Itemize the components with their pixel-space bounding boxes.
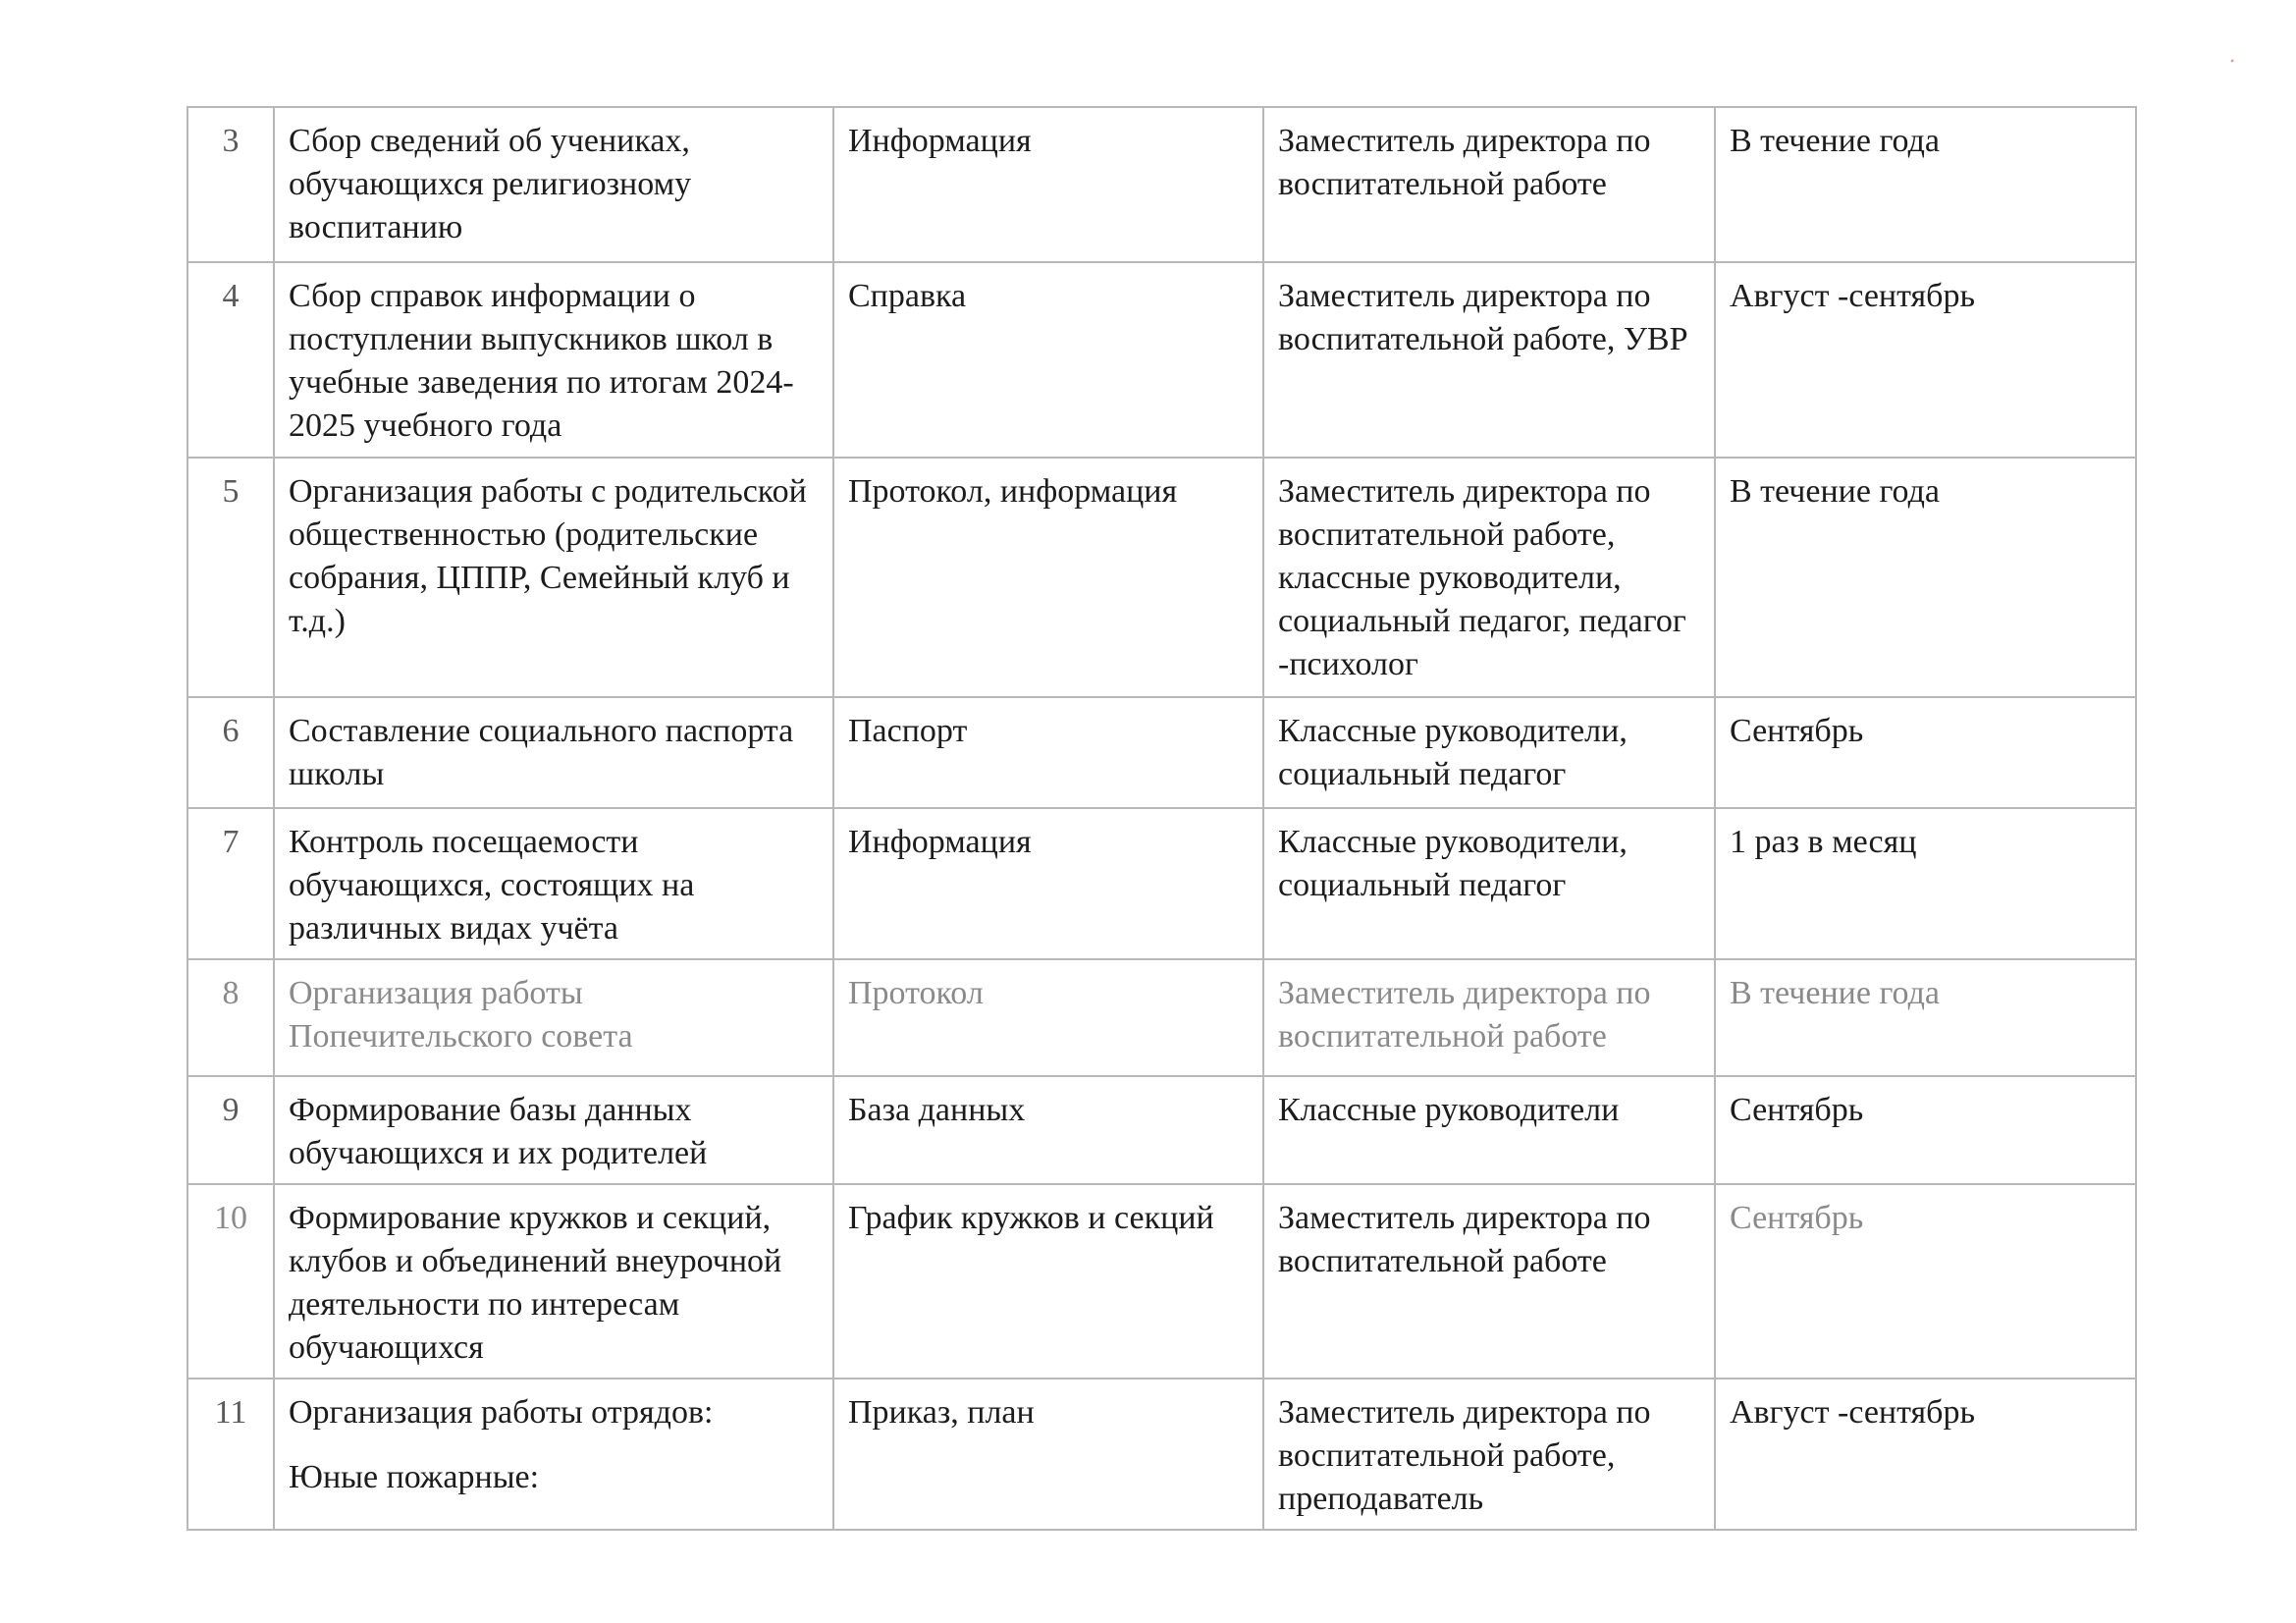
responsible-cell: Заместитель директора по воспитательной работе [1263,107,1715,262]
row-number: 5 [187,458,274,697]
term-cell: Август -сентябрь [1715,262,2136,458]
speck-mark: • [2230,54,2235,68]
event-cell: Организация работы Попечительского совета [274,959,833,1076]
row-number: 4 [187,262,274,458]
responsible-cell: Заместитель директора по воспитательной работе, классные руководители, социальный педагог, педагог -психолог [1263,458,1715,697]
event-text: Организация работы отрядов: [289,1394,714,1431]
form-cell: Протокол, информация [833,458,1263,697]
responsible-cell: Заместитель директора по воспитательной работе [1263,1184,1715,1379]
responsible-cell: Классные руководители, социальный педагог [1263,808,1715,959]
responsible-cell: Заместитель директора по воспитательной работе, УВР [1263,262,1715,458]
form-cell: Протокол [833,959,1263,1076]
table-row [187,1379,2136,1530]
table-row [187,1076,2136,1184]
term-cell: Сентябрь [1715,697,2136,808]
form-cell: База данных [833,1076,1263,1184]
term-cell: В течение года [1715,107,2136,262]
table-row [187,959,2136,1076]
event-cell: Контроль посещаемости обучающихся, состоящих на различных видах учёта [274,808,833,959]
form-cell: График кружков и секций [833,1184,1263,1379]
row-number: 8 [187,959,274,1076]
event-cell [274,1379,833,1530]
row-number: 6 [187,697,274,808]
row-number: 9 [187,1076,274,1184]
event-cell: Сбор справок информации о поступлении выпускников школ в учебные заведения по итогам 2024-2025 учебного года [274,262,833,458]
responsible-cell: Заместитель директора по воспитательной работе, преподаватель [1263,1379,1715,1530]
plan-table [187,106,2137,1531]
term-cell: 1 раз в месяц [1715,808,2136,959]
term-cell: В течение года [1715,458,2136,697]
event-cell: Формирование кружков и секций, клубов и объединений внеурочной деятельности по интересам обучающихся [274,1184,833,1379]
responsible-cell: Классные руководители, социальный педагог [1263,697,1715,808]
row-number: 7 [187,808,274,959]
form-cell: Приказ, план [833,1379,1263,1530]
form-cell: Паспорт [833,697,1263,808]
row-number: 3 [187,107,274,262]
term-cell: Сентябрь [1715,1184,2136,1379]
event-cell: Составление социального паспорта школы [274,697,833,808]
row-number: 11 [187,1379,274,1530]
event-cell: Сбор сведений об учениках, обучающихся религиозному воспитанию [274,107,833,262]
table-row [187,262,2136,458]
responsible-cell: Заместитель директора по воспитательной работе [1263,959,1715,1076]
form-cell: Информация [833,107,1263,262]
table-row [187,697,2136,808]
table-row [187,1184,2136,1379]
row-number: 10 [187,1184,274,1379]
form-cell: Информация [833,808,1263,959]
responsible-cell: Классные руководители [1263,1076,1715,1184]
term-cell: В течение года [1715,959,2136,1076]
event-cell: Организация работы с родительской общественностью (родительские собрания, ЦППР, Семейный клуб и т.д.) [274,458,833,697]
table-row [187,107,2136,262]
term-cell: Август -сентябрь [1715,1379,2136,1530]
term-cell: Сентябрь [1715,1076,2136,1184]
table-row [187,458,2136,697]
event-subtext: Юные пожарные: [289,1459,540,1495]
table-row [187,808,2136,959]
event-cell: Формирование базы данных обучающихся и их родителей [274,1076,833,1184]
form-cell: Справка [833,262,1263,458]
